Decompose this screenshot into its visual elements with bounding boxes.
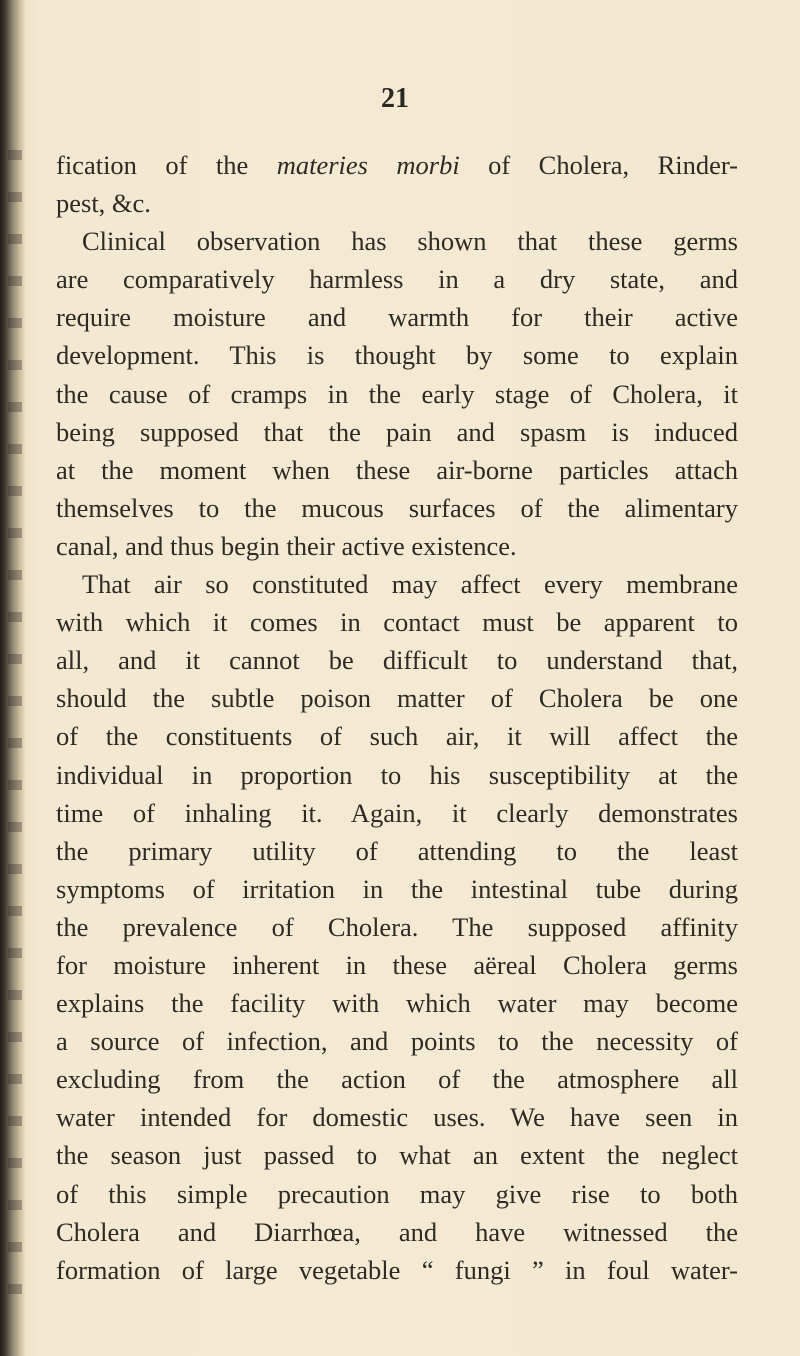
text-line: individual in proportion to his susceptibility at the (56, 759, 738, 790)
text-line: the cause of cramps in the early stage of Cholera, it (56, 378, 738, 409)
text-line: development. This is thought by some to explain (56, 340, 738, 371)
text-line: for moisture inherent in these aëreal Cholera germs (56, 949, 738, 980)
text-line: excluding from the action of the atmosphere all (56, 1064, 738, 1095)
text-line: of this simple precaution may give rise to both (56, 1178, 738, 1209)
text-line (56, 146, 738, 184)
text-line: themselves to the mucous surfaces of the alimentary (56, 492, 738, 523)
text-line: all, and it cannot be difficult to understand that, (56, 645, 738, 676)
text-line: should the subtle poison matter of Cholera be one (56, 683, 738, 714)
text-line: water intended for domestic uses. We have seen in (56, 1102, 738, 1133)
text-line: canal, and thus begin their active existence. (56, 530, 517, 561)
text-line-paragraph-start: Clinical observation has shown that these germs (82, 226, 738, 257)
text-line: symptoms of irritation in the intestinal tube during (56, 873, 738, 904)
body-text (56, 146, 738, 1289)
binding-stitch-marks (8, 150, 22, 1300)
text-line: the prevalence of Cholera. The supposed affinity (56, 911, 738, 942)
text-line: a source of infection, and points to the necessity of (56, 1026, 738, 1057)
book-binding-edge (0, 0, 26, 1356)
text-segment: fication of the (56, 150, 277, 180)
text-line: require moisture and warmth for their active (56, 302, 738, 333)
text-segment: of Cholera, Rinder- (459, 150, 739, 180)
text-line: with which it comes in contact must be apparent to (56, 607, 738, 638)
text-line: are comparatively harmless in a dry state, and (56, 264, 738, 295)
text-line: at the moment when these air-borne particles attach (56, 454, 738, 485)
text-line: explains the facility with which water may become (56, 988, 738, 1019)
text-line: formation of large vegetable “ fungi ” in foul water- (56, 1254, 738, 1285)
text-line: Cholera and Diarrhœa, and have witnessed the (56, 1216, 738, 1247)
page-number: 21 (381, 83, 409, 114)
text-line: being supposed that the pain and spasm is induced (56, 416, 738, 447)
text-line: time of inhaling it. Again, it clearly demonstrates (56, 797, 738, 828)
italic-term: materies morbi (276, 150, 460, 180)
text-line-paragraph-start: That air so constituted may affect every membrane (82, 569, 738, 600)
text-line: pest, &c. (56, 188, 151, 219)
text-line: the primary utility of attending to the least (56, 835, 738, 866)
text-line: the season just passed to what an extent the neglect (56, 1140, 738, 1171)
text-line: of the constituents of such air, it will affect the (56, 721, 738, 752)
